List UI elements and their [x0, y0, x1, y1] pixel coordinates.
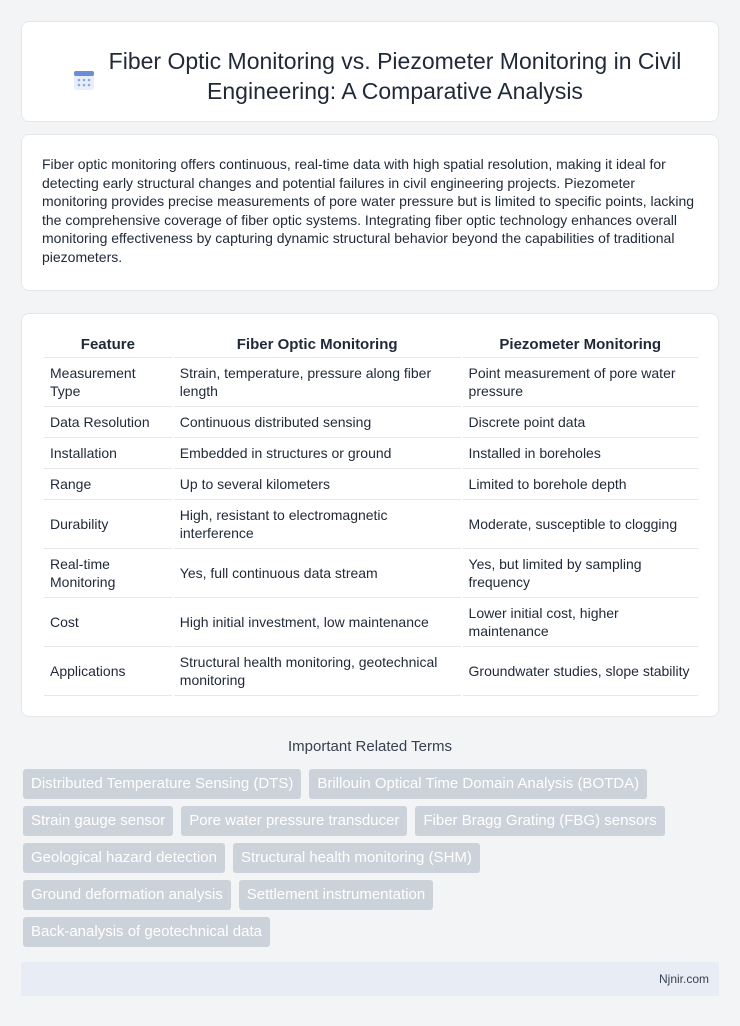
table-row — [44, 358, 698, 407]
tag-botda[interactable]: Brillouin Optical Time Domain Analysis (BOTDA) — [309, 769, 647, 799]
row-fiber-optic: High initial investment, low maintenance — [174, 598, 461, 647]
table-row — [44, 647, 698, 696]
row-piezometer: Moderate, susceptible to clogging — [463, 500, 698, 549]
row-feature: Cost — [44, 598, 172, 647]
tag-strain-gauge[interactable]: Strain gauge sensor — [23, 806, 173, 836]
footer-site[interactable]: Njnir.com — [658, 972, 709, 986]
table-row — [44, 438, 698, 469]
row-feature: Applications — [44, 647, 172, 696]
tag-fbg-sensors[interactable]: Fiber Bragg Grating (FBG) sensors — [415, 806, 664, 836]
row-fiber-optic: High, resistant to electromagnetic interference — [174, 500, 461, 549]
summary-card — [21, 134, 719, 291]
row-feature: Real-time Monitoring — [44, 549, 172, 598]
comparison-table-card — [21, 313, 719, 717]
row-piezometer: Lower initial cost, higher maintenance — [463, 598, 698, 647]
row-fiber-optic: Embedded in structures or ground — [174, 438, 461, 469]
table-row — [44, 500, 698, 549]
page-title: Fiber Optic Monitoring vs. Piezometer Monitoring in Civil Engineering: A Comparative Analysis — [108, 48, 682, 104]
table-row — [44, 598, 698, 647]
header-piezometer: Piezometer Monitoring — [463, 334, 698, 358]
summary-text: Fiber optic monitoring offers continuous, real-time data with high spatial resolution, making it ideal for detecting early structural changes and potential failures in civil engineering projects. Piezometer monitoring provides precise measurements of pore water pressure but is limited to specific points, lacking the comprehensive coverage of fiber optic systems. Integrating fiber optic technology enhances overall monitoring effectiveness by capturing dynamic structural behavior beyond the capabilities of traditional piezometers. — [42, 156, 695, 265]
row-fiber-optic: Strain, temperature, pressure along fiber length — [174, 358, 461, 407]
header-feature: Feature — [44, 334, 172, 358]
row-piezometer: Groundwater studies, slope stability — [463, 647, 698, 696]
table-row — [44, 549, 698, 598]
row-feature: Data Resolution — [44, 407, 172, 438]
row-feature: Installation — [44, 438, 172, 469]
tag-pore-water-transducer[interactable]: Pore water pressure transducer — [181, 806, 407, 836]
tag-shm[interactable]: Structural health monitoring (SHM) — [233, 843, 480, 873]
related-terms-list — [23, 769, 703, 954]
row-piezometer: Installed in boreholes — [463, 438, 698, 469]
row-fiber-optic: Continuous distributed sensing — [174, 407, 461, 438]
row-feature: Range — [44, 469, 172, 500]
tag-ground-deformation[interactable]: Ground deformation analysis — [23, 880, 231, 910]
row-piezometer: Limited to borehole depth — [463, 469, 698, 500]
table-row — [44, 469, 698, 500]
row-fiber-optic: Structural health monitoring, geotechnical monitoring — [174, 647, 461, 696]
row-feature: Measurement Type — [44, 358, 172, 407]
comparison-table — [42, 334, 700, 696]
table-row — [44, 407, 698, 438]
row-piezometer: Discrete point data — [463, 407, 698, 438]
row-fiber-optic: Up to several kilometers — [174, 469, 461, 500]
title-card — [21, 21, 719, 122]
tag-dts[interactable]: Distributed Temperature Sensing (DTS) — [23, 769, 301, 799]
tag-settlement-instrumentation[interactable]: Settlement instrumentation — [239, 880, 433, 910]
footer — [21, 962, 719, 996]
tag-geological-hazard[interactable]: Geological hazard detection — [23, 843, 225, 873]
related-terms-title: Important Related Terms — [288, 738, 452, 755]
table-header-row — [44, 334, 698, 358]
row-piezometer: Point measurement of pore water pressure — [463, 358, 698, 407]
row-piezometer: Yes, but limited by sampling frequency — [463, 549, 698, 598]
row-feature: Durability — [44, 500, 172, 549]
tag-back-analysis[interactable]: Back-analysis of geotechnical data — [23, 917, 270, 947]
header-fiber-optic: Fiber Optic Monitoring — [174, 334, 461, 358]
row-fiber-optic: Yes, full continuous data stream — [174, 549, 461, 598]
